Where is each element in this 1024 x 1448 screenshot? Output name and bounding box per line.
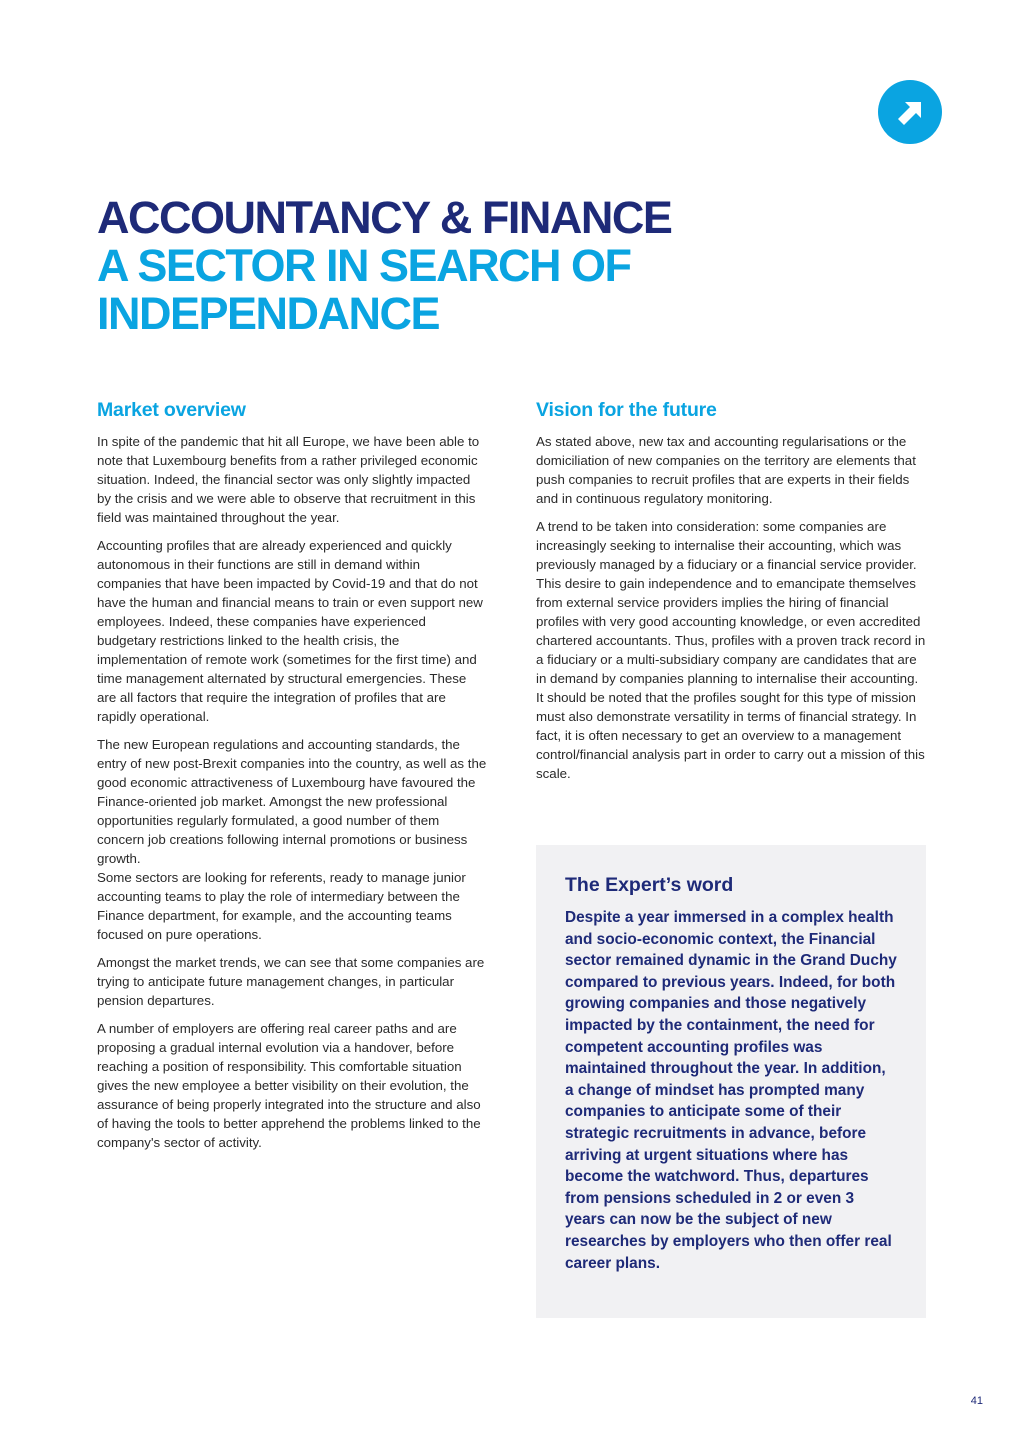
market-paragraph-5: A number of employers are offering real career paths and are proposing a gradual internal evolution via a handover, before reaching a position of responsibility. This comfortable situation gives the new employee a better visibility on their evolution, the assurance of being properly integrated into the structure and also of having the tools to better apprehend the problems linked to the company's sector of activity. — [97, 1021, 481, 1150]
market-paragraph-1: In spite of the pandemic that hit all Europe, we have been able to note that Luxembourg benefits from a rather privileged economic situation. Indeed, the financial sector was only slightly impacted by the crisis and we were able to observe that recruitment in this field was maintained throughout the year. — [97, 434, 480, 525]
market-paragraph-2: Accounting profiles that are already experienced and quickly autonomous in their functions are still in demand within companies that have been impacted by Covid-19 and that do not have the human and financial means to train or even support new employees. Indeed, these companies have experienced budgetary restrictions linked to the health crisis, the implementation of remote work (sometimes for the first time) and time management alternated by structural emergencies. These are all factors that require the integration of profiles that are rapidly operational. — [97, 538, 483, 724]
market-paragraph-4: Amongst the market trends, we can see that some companies are trying to anticipate future management changes, in particular pension departures. — [97, 955, 485, 1008]
vision-paragraph-1: As stated above, new tax and accounting regularisations or the domiciliation of new companies on the territory are elements that push companies to recruit profiles that are experts in their fields and in continuous regulatory monitoring. — [536, 434, 916, 506]
expert-heading: The Expert’s word — [565, 874, 734, 896]
arrow-badge — [878, 80, 942, 144]
vision-section — [536, 398, 926, 792]
page-title — [97, 194, 897, 338]
market-paragraph-3: The new European regulations and accounting standards, the entry of new post-Brexit companies into the country, as well as the good economic attractiveness of Luxembourg have favoured the Finance-oriented job market. Amongst the new professional opportunities regularly formulated, a good number of them concern job creations following internal promotions or business growth. — [97, 737, 487, 866]
market-paragraph-3b: Some sectors are looking for referents, ready to manage junior accounting teams to play the role of intermediary between the Finance department, for example, and the accounting teams focused on pure operations. — [97, 870, 466, 942]
arrow-up-right-icon — [878, 80, 942, 144]
market-overview-heading: Market overview — [97, 399, 246, 421]
title-line-1: ACCOUNTANCY & FINANCE — [97, 192, 672, 243]
title-line-3: INDEPENDANCE — [97, 288, 440, 339]
title-line-2: A SECTOR IN SEARCH OF — [97, 240, 631, 291]
vision-heading: Vision for the future — [536, 399, 717, 421]
page-number: 41 — [970, 1395, 983, 1407]
vision-paragraph-2: A trend to be taken into consideration: some companies are increasingly seeking to internalise their accounting, which was previously managed by a fiduciary or a financial service provider. This desire to gain independence and to emancipate themselves from external service providers implies the hiring of financial profiles with very good accounting knowledge, or even accredited chartered accountants. Thus, profiles with a proven track record in a fiduciary or a multi-subsidiary company are candidates that are in demand by companies planning to internalise their accounting. It should be noted that the profiles sought for this type of mission must also demonstrate versatility in terms of financial strategy. In fact, it is often necessary to get an overview to a management control/financial analysis part in order to carry out a mission of this scale. — [536, 519, 926, 781]
expert-text: Despite a year immersed in a complex health and socio-economic context, the Financial sector remained dynamic in the Grand Duchy compared to previous years. Indeed, for both growing companies and those negatively impacted by the containment, the need for competent accounting profiles was maintained throughout the year. In addition, a change of mindset has prompted many companies to anticipate some of their strategic recruitments in advance, before arriving at urgent situations where has become the watchword. Thus, departures from pensions scheduled in 2 or even 3 years can now be the subject of new researches by employers who then offer real career plans. — [565, 909, 897, 1272]
expert-word-box — [536, 845, 926, 1318]
market-overview-section — [97, 398, 487, 1161]
